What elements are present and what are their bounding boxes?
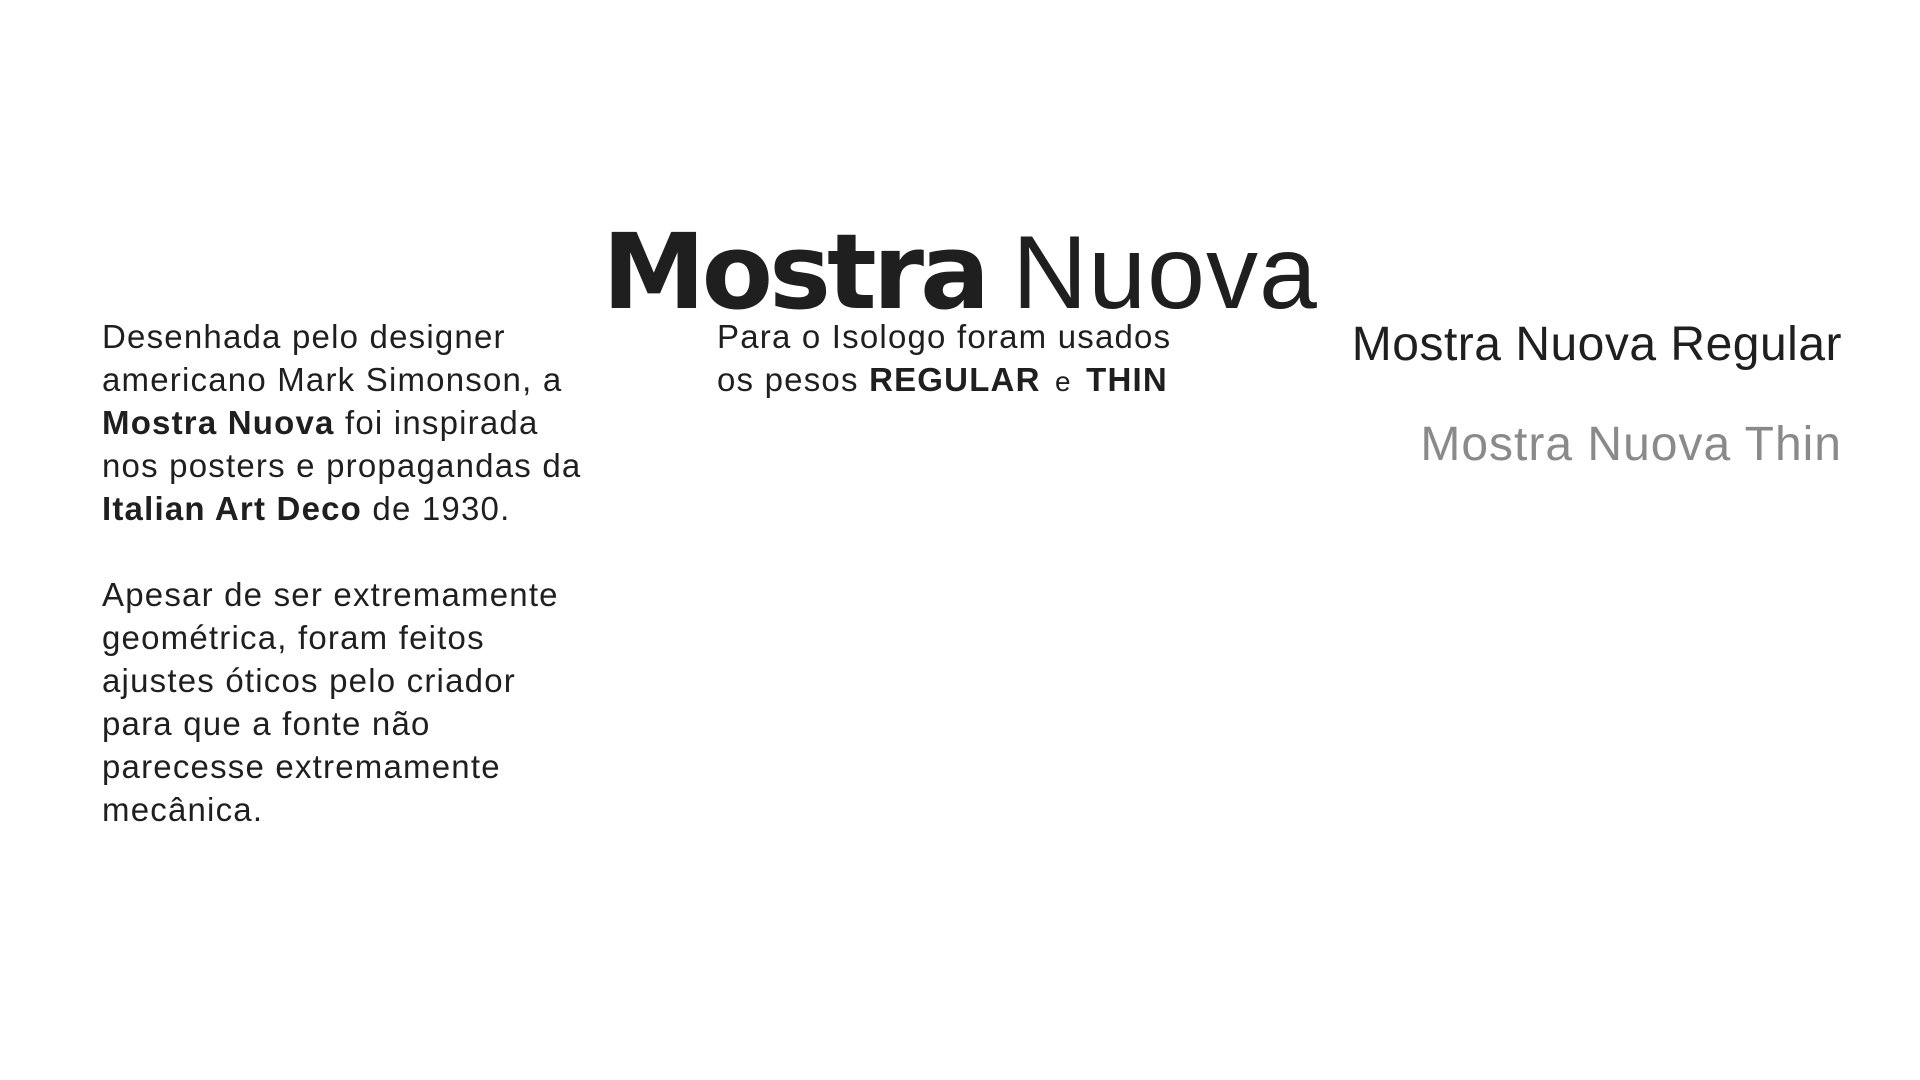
font-description-paragraph [102,315,642,530]
font-adjustments-paragraph [102,573,642,831]
middle-column [717,315,1277,403]
desc-line: americano Mark Simonson, a [102,361,563,398]
adjust-line: para que a fonte não [102,705,431,742]
font-samples [1352,315,1842,475]
adjust-line: geométrica, foram feitos [102,619,485,656]
sample-thin: Mostra Nuova Thin [1420,418,1842,471]
adjust-line: parecesse extremamente [102,748,501,785]
desc-line: foi inspirada [334,404,539,441]
desc-bold-font-name: Mostra Nuova [102,404,335,441]
page-title [0,210,1920,333]
weights-conjunction: e [1055,366,1072,397]
title-bold-word: Mostra [602,210,987,333]
desc-line: Desenhada pelo designer [102,318,506,355]
weights-paragraph [717,315,1277,403]
weight-regular-label: REGULAR [869,361,1041,398]
weights-line: Para o Isologo foram usados [717,318,1172,355]
weight-thin-label: THIN [1086,361,1168,398]
desc-bold-movement: Italian Art Deco [102,490,363,527]
desc-line: de 1930. [362,490,511,527]
title-light-word: Nuova [1012,214,1318,331]
sample-regular: Mostra Nuova Regular [1351,318,1842,371]
desc-line: nos posters e propagandas da [102,447,582,484]
left-column [102,315,642,831]
adjust-line: mecânica. [102,791,264,828]
weights-prefix: os pesos [717,361,870,398]
adjust-line: Apesar de ser extremamente [102,576,559,613]
adjust-line: ajustes óticos pelo criador [102,662,516,699]
